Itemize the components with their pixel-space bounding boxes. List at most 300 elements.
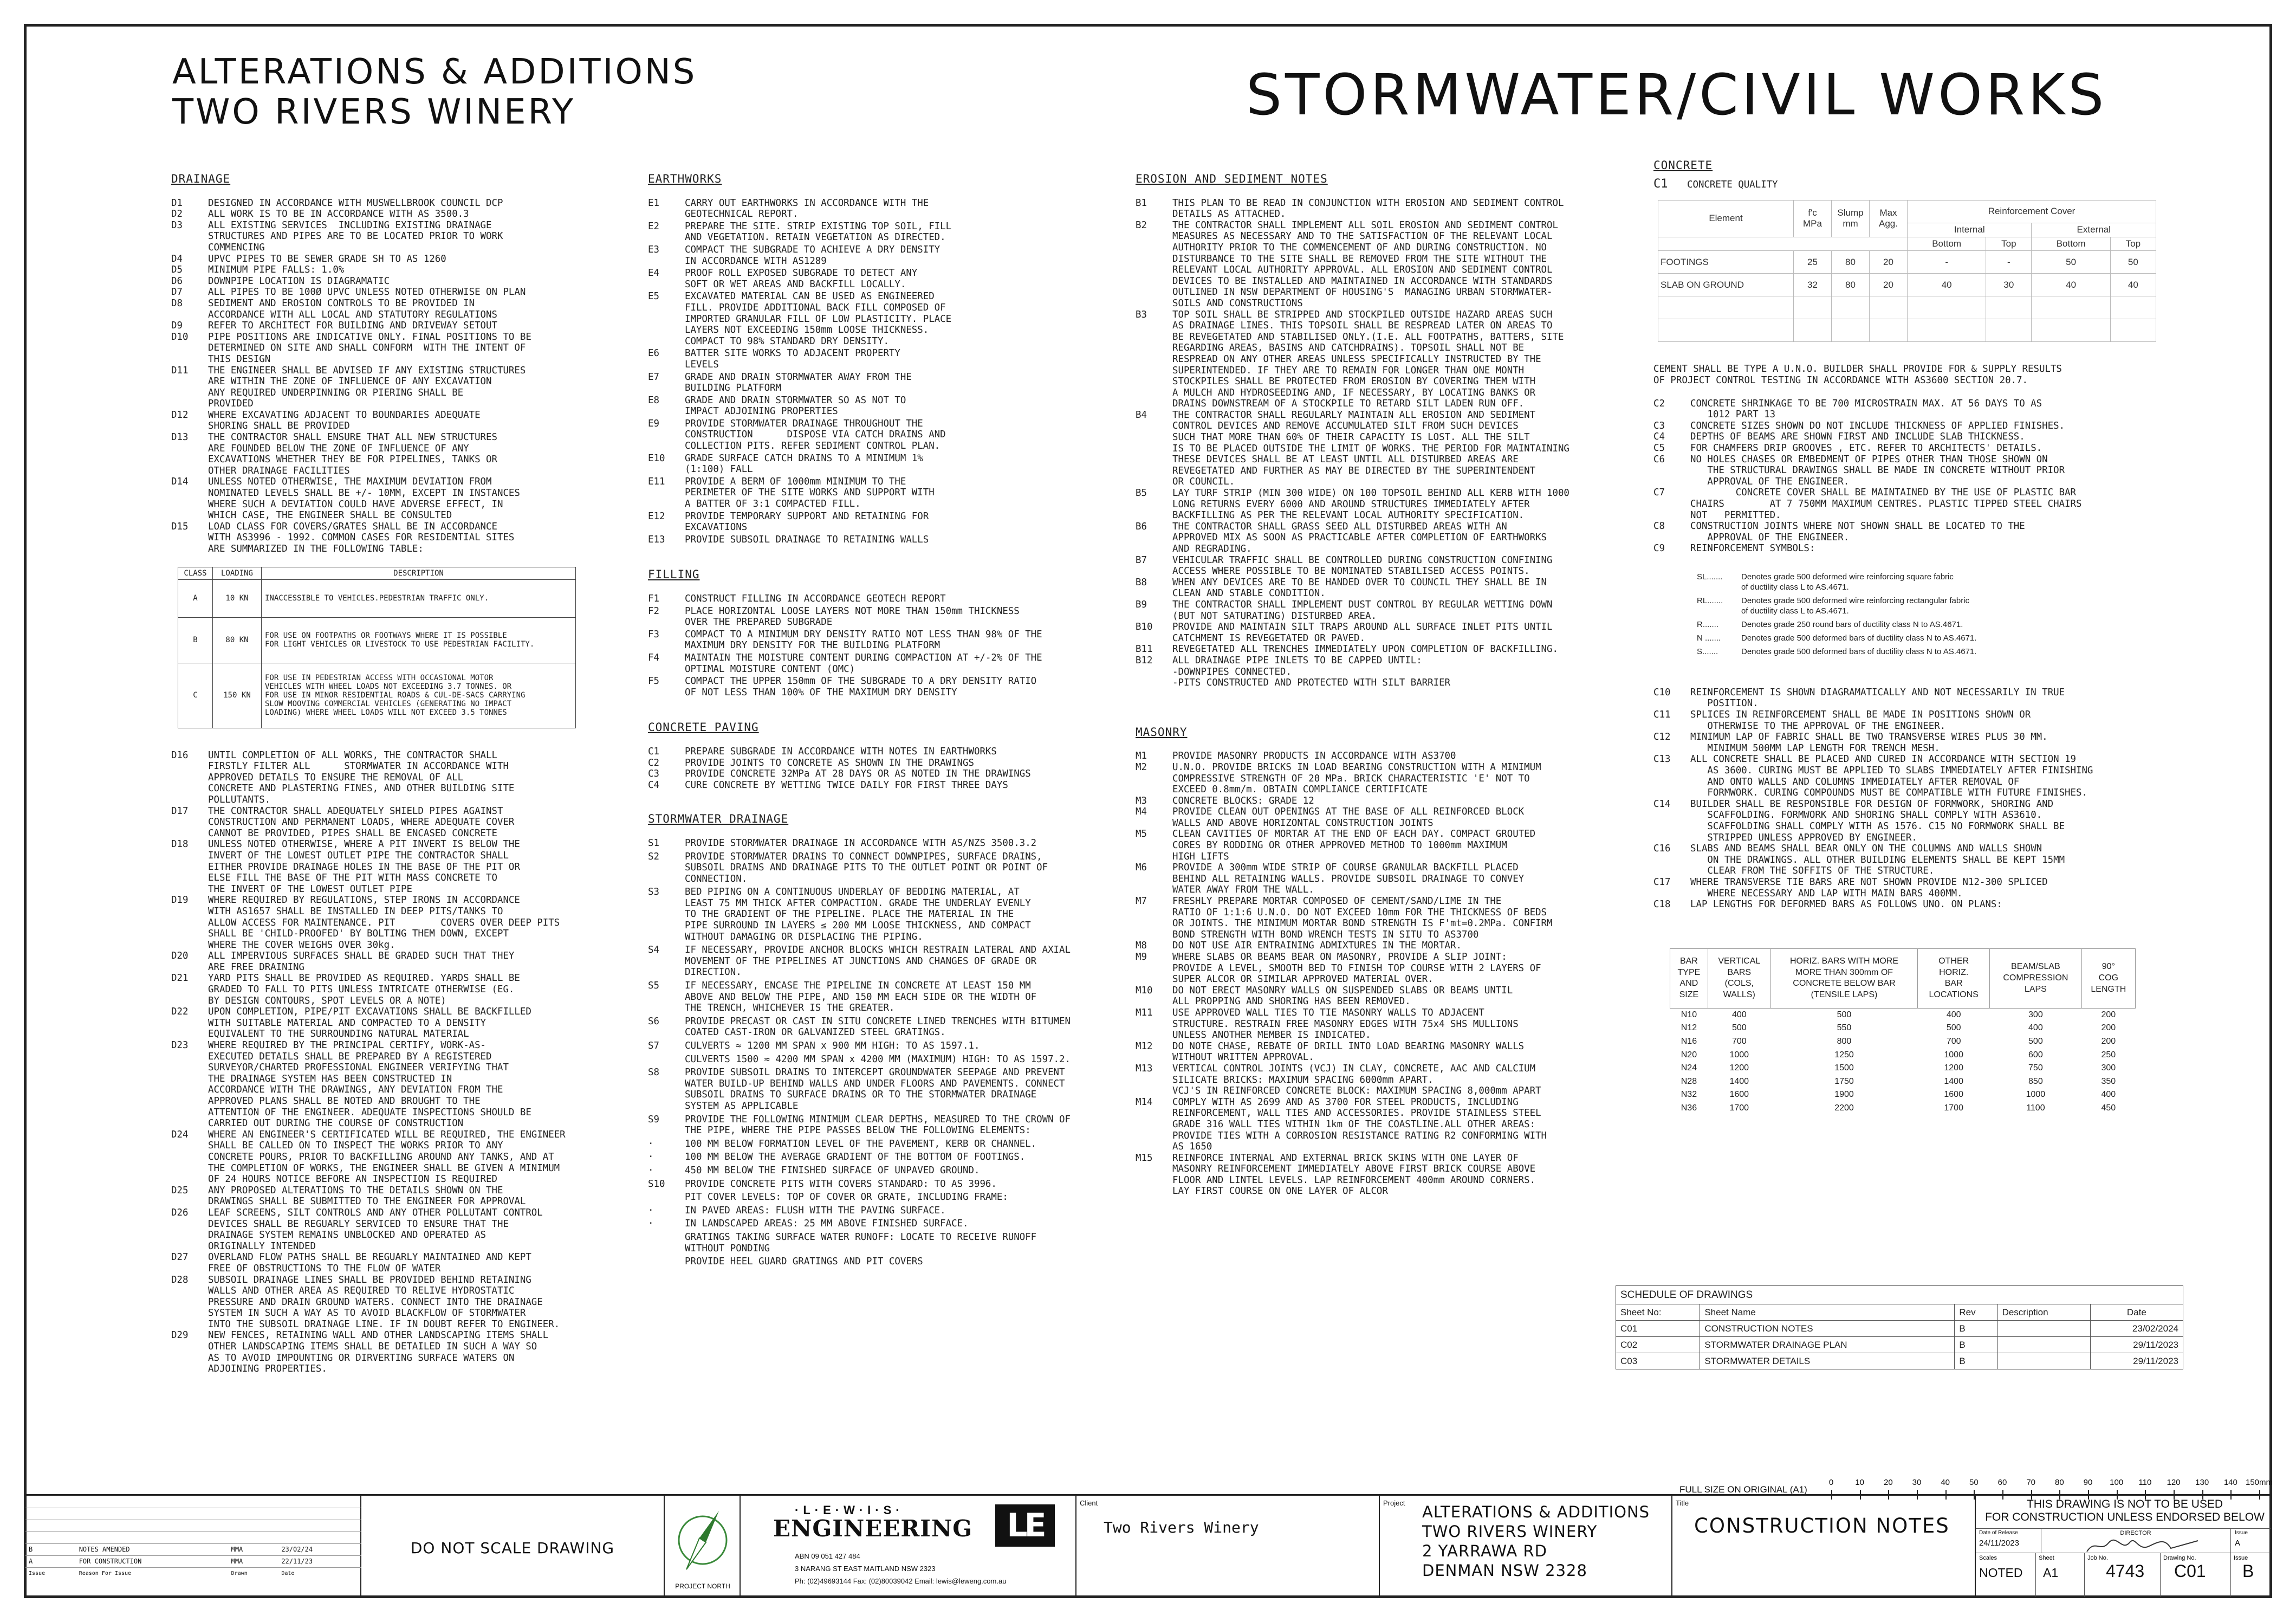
- section-heading-filling: FILLING: [648, 568, 700, 581]
- note-text: SPLICES IN REINFORCEMENT SHALL BE MADE IN POSITIONS SHOWN OR OTHERWISE TO THE APPROVAL OF THE ENGINEER.: [1690, 709, 2031, 732]
- drainage-note: [171, 973, 594, 1006]
- note-text: DESIGNED IN ACCORDANCE WITH MUSWELLBROOK COUNCIL DCP: [208, 197, 503, 209]
- table-cell: 1600: [1729, 1090, 1749, 1100]
- note-text: 450 MM BELOW THE FINISHED SURFACE OF UNPAVED GROUND.: [685, 1165, 980, 1176]
- reinforcement-symbols: [1697, 572, 2211, 657]
- note-code: F4: [648, 652, 659, 663]
- paving-note: [648, 758, 1098, 769]
- scale-bar: FULL SIZE ON ORIGINAL (A1) 0 10 20 30 40 50 60 70 80 90 100 110 120 130 140 150mm: [1679, 1471, 2275, 1504]
- stormwater-note: [648, 1139, 1098, 1150]
- note-code: E3: [648, 244, 659, 255]
- note-code: D6: [171, 275, 183, 287]
- project-address: ALTERATIONS & ADDITIONS TWO RIVERS WINERY 2 YARRAWA RD DENMAN NSW 2328: [1422, 1503, 1650, 1580]
- note-code: D20: [171, 951, 189, 962]
- note-code: D9: [171, 320, 183, 332]
- table-cell: 1100: [2026, 1103, 2045, 1113]
- stormwater-note: [648, 1192, 1098, 1203]
- concrete-note: [1653, 843, 2211, 877]
- note-text: ALL EXISTING SERVICES INCLUDING EXISTING DRAINAGE STRUCTURES AND PIPES ARE TO BE LOCATED PRIOR TO WORK COMMENCING: [208, 219, 503, 253]
- note-text: PIPE POSITIONS ARE INDICATIVE ONLY. FINAL POSITIONS TO BE DETERMINED ON SITE AND SHALL CONFORM WITH THE INTENT OF THIS DESIGN: [208, 331, 531, 365]
- note-code: E5: [648, 291, 659, 302]
- note-code: C4: [648, 779, 659, 791]
- scale-tick-label: 60: [1997, 1478, 2007, 1487]
- table-cell: 2200: [1834, 1103, 1854, 1113]
- scale-tick-label: 70: [2026, 1478, 2035, 1487]
- drainage-note: [171, 1040, 594, 1129]
- table-cell: A: [25, 1555, 76, 1567]
- note-text: PROVIDE A BERM OF 1000mm MINIMUM TO THE PERIMETER OF THE SITE WORKS AND SUPPORT WITH A BATTER OF 3:1 COMPACTED FILL.: [685, 476, 935, 510]
- paving-note: [648, 746, 1098, 758]
- stormwater-note: [648, 1152, 1098, 1163]
- stormwater-note: [648, 1041, 1098, 1052]
- note-code: B4: [1136, 409, 1147, 421]
- note-code: B1: [1136, 197, 1147, 209]
- note-code: B9: [1136, 599, 1147, 610]
- note-code: E10: [648, 453, 665, 464]
- note-code: D29: [171, 1330, 189, 1341]
- table-cell: MMA: [228, 1555, 278, 1567]
- symbol-code: N .......: [1697, 633, 1721, 643]
- drainage-note: [171, 264, 594, 276]
- table-cell: C: [178, 663, 213, 728]
- note-code: C4: [1653, 431, 1665, 443]
- note-text: PROVIDE SUBSOIL DRAINS TO INTERCEPT GROUNDWATER SEEPAGE AND PREVENT WATER BUILD-UP BEHIND WALLS AND UNDER FLOORS AND PAVEMENTS. CONNECT SUBSOIL DRAINS TO SURFACE DRAINS OR TO THE STORMWATER DRAINAGE SYSTEM AS APPLICABLE: [685, 1067, 1065, 1112]
- masonry-note: [1136, 1007, 1612, 1041]
- table-cell: 1000: [2026, 1090, 2046, 1100]
- note-text: PROVIDE CONCRETE 32MPa AT 28 DAYS OR AS NOTED IN THE DRAWINGS: [685, 768, 1031, 780]
- table-cell: 20: [1870, 274, 1908, 296]
- note-text: IF NECESSARY, PROVIDE ANCHOR BLOCKS WHICH RESTRAIN LATERAL AND AXIAL MOVEMENT OF THE PIPELINES AT JUNCTIONS AND CHANGES OF GRADE OR DIRECTION.: [685, 945, 1071, 978]
- symbol-row: [1697, 572, 2211, 592]
- note-code: D28: [171, 1274, 189, 1285]
- table-header: Reason For Issue: [79, 1570, 132, 1576]
- earthworks-note: [648, 453, 1098, 475]
- note-text: BED PIPING ON A CONTINUOUS UNDERLAY OF BEDDING MATERIAL, AT LEAST 75 MM THICK AFTER COMPACTION. GRADE THE UNDERLAY EVENLY TO THE GRADIENT OF THE PIPELINE. PLACE THE MATERIAL IN THE PIPE SURROUND IN LAYERS ≤ 200 MM LOOSE THICKNESS, AND COMPACT WITHOUT DAMAGING OR DISPLACING THE PIPING.: [685, 887, 1031, 942]
- symbol-text: Denotes grade 500 deformed wire reinforcing rectangular fabric of ductility class L to AS.4671.: [1741, 596, 1970, 616]
- release-date: 24/11/2023: [1979, 1539, 2019, 1548]
- table-cell: 1000: [1944, 1050, 1963, 1059]
- erosion-column: [1136, 173, 1612, 1197]
- concrete-note: [1653, 732, 2211, 754]
- note-code: C1: [648, 746, 659, 757]
- drainage-note: [171, 806, 594, 839]
- concrete-note: [1653, 454, 2211, 488]
- table-cell: 500: [1837, 1010, 1852, 1019]
- note-code: C14: [1653, 798, 1671, 810]
- drainage-note: [171, 1006, 594, 1040]
- table-cell: 23/02/24: [278, 1543, 361, 1555]
- do-not-scale-note: DO NOT SCALE DRAWING: [361, 1496, 665, 1598]
- table-cell: STORMWATER DETAILS: [1700, 1353, 1955, 1369]
- table-cell: C01: [1616, 1321, 1700, 1337]
- note-text: SUBSOIL DRAINAGE LINES SHALL BE PROVIDED BEHIND RETAINING WALLS AND OTHER AREA AS REQUIRED TO RELIVE HYDROSTATIC PRESSURE AND DRAIN GROUND WATERS. CONNECT INTO THE DRAINAGE SYSTEM IN SUCH A WAY AS TO AVOID BLACKFLOW OF STORMWATER INTO THE SUBSOIL DRAINAGE LINE. IF IN DOUBT REFER TO ENGINEER.: [208, 1274, 560, 1330]
- table-cell: 200: [2101, 1023, 2116, 1033]
- concrete-quality-table: Element f'c MPa Slump mm Max Agg. Reinforcement Cover Internal External Bottom Top Bottom Top FOOTINGS 25 80 20 - - 50 50 SLAB ON GROUND 32 80 20 40 30 40 40: [1658, 200, 2156, 342]
- section-heading-masonry: MASONRY: [1136, 725, 1188, 739]
- table-cell: 1750: [1834, 1076, 1854, 1086]
- table-cell: 1600: [1944, 1090, 1963, 1100]
- erosion-note: [1136, 309, 1612, 410]
- cement-note: CEMENT SHALL BE TYPE A U.N.O. BUILDER SHALL PROVIDE FOR & SUPPLY RESULTS OF PROJECT CONTROL TESTING IN ACCORDANCE WITH AS3600 SECTION 20.7.: [1653, 364, 2062, 386]
- note-text: UNTIL COMPLETION OF ALL WORKS, THE CONTRACTOR SHALL FIRSTLY FILTER ALL STORMWATER IN ACCORDANCE WITH APPROVED DETAILS TO ENSURE THE REMOVAL OF ALL CONCRETE AND PLASTERING FINES, AND OTHER BUILDING SITE POLLUTANTS.: [208, 749, 515, 805]
- table-cell: 1250: [1834, 1050, 1854, 1059]
- concrete-note: [1653, 709, 2211, 732]
- note-code: M11: [1136, 1007, 1153, 1018]
- note-text: DO NOT ERECT MASONRY WALLS ON SUSPENDED SLABS OR BEAMS UNTIL ALL PROPPING AND SHORING HAS BEEN REMOVED.: [1172, 985, 1513, 1007]
- table-cell: 1200: [1944, 1063, 1963, 1073]
- masonry-note: [1136, 1041, 1612, 1063]
- note-code: C5: [1653, 442, 1665, 454]
- note-code: M9: [1136, 952, 1147, 962]
- table-cell: [1997, 1321, 2090, 1337]
- note-text: GRADE SURFACE CATCH DRAINS TO A MINIMUM 1% (1:100) FALL: [685, 453, 923, 475]
- table-cell: 850: [2028, 1076, 2043, 1086]
- note-code: B8: [1136, 577, 1147, 588]
- stormwater-note: [648, 1232, 1098, 1254]
- note-code: D11: [171, 365, 189, 376]
- drainage-note: [171, 320, 594, 332]
- symbol-row: [1697, 596, 2211, 616]
- table-cell: 30: [1986, 274, 2032, 296]
- table-cell: 500: [1731, 1023, 1747, 1033]
- table-header: Rev: [1955, 1304, 1997, 1321]
- note-text: THE ENGINEER SHALL BE ADVISED IF ANY EXISTING STRUCTURES ARE WITHIN THE ZONE OF INFLUENCE OF ANY EXCAVATION ANY REQUIRED UNDERPINNING OR PIERING SHALL BE PROVIDED: [208, 365, 526, 410]
- note-code: B7: [1136, 554, 1147, 566]
- table-header: Date: [2090, 1304, 2183, 1321]
- note-text: LAP LENGTHS FOR DEFORMED BARS AS FOLLOWS UNO. ON PLANS:: [1690, 899, 2002, 910]
- note-text: CONSTRUCTION JOINTS WHERE NOT SHOWN SHALL BE LOCATED TO THE APPROVAL OF THE ENGINEER.: [1690, 521, 2025, 543]
- note-text: CULVERTS 1500 ≈ 4200 MM SPAN x 4200 MM (MAXIMUM) HIGH: TO AS 1597.2.: [685, 1054, 1071, 1065]
- table-cell: N28: [1681, 1076, 1697, 1086]
- concrete-note: [1653, 443, 2211, 454]
- table-row: [178, 663, 576, 728]
- note-text: PROVIDE JOINTS TO CONCRETE AS SHOWN IN THE DRAWINGS: [685, 757, 974, 768]
- north-arrow-panel: PROJECT NORTH: [665, 1496, 741, 1598]
- table-header: Issue: [29, 1570, 46, 1576]
- note-code: M8: [1136, 940, 1147, 952]
- note-text: THE CONTRACTOR SHALL GRASS SEED ALL DISTURBED AREAS WITH AN APPROVED MIX AS SOON AS PRACTICABLE AFTER COMPLETION OF EARTHWORKS AND REGRADING.: [1172, 521, 1547, 554]
- note-text: U.N.O. PROVIDE BRICKS IN LOAD BEARING CONSTRUCTION WITH A MINIMUM COMPRESSIVE STRENGTH OF 20 MPa. BRICK CHARACTERISTIC 'E' NOT TO EXCEED 0.8mm/m. OBTAIN COMPLIANCE CERTIFICATE: [1172, 761, 1541, 796]
- note-code: M6: [1136, 862, 1147, 874]
- stormwater-note: [648, 1165, 1098, 1177]
- concrete-note: [1653, 899, 2211, 910]
- load-class-table: [178, 567, 576, 728]
- symbol-text: Denotes grade 500 deformed bars of ductility class N to AS.4671.: [1741, 647, 1977, 656]
- note-code: S8: [648, 1067, 659, 1078]
- client-panel: Client Two Rivers Winery: [1076, 1496, 1380, 1598]
- note-text: CARRY OUT EARTHWORKS IN ACCORDANCE WITH THE GEOTECHNICAL REPORT.: [685, 197, 929, 220]
- concrete-column: [1653, 160, 2211, 1115]
- note-text: CONCRETE SIZES SHOWN DO NOT INCLUDE THICKNESS OF APPLIED FINISHES.: [1690, 420, 2065, 431]
- revision-table: [25, 1496, 361, 1598]
- filling-note: [648, 593, 1098, 605]
- table-header: Date: [281, 1570, 295, 1576]
- concrete-note: [1653, 521, 2211, 543]
- note-text: THE CONTRACTOR SHALL REGULARLY MAINTAIN ALL EROSION AND SEDIMENT CONTROL DEVICES AND REMOVE ACCUMULATED SILT FROM SUCH DEVICES SUCH THAT MORE THAN 60% OF THEIR CAPACITY IS LOST. ALL THE SILT IS TO BE PLACED OUTSIDE THE LIMIT OF WORKS. THE PERIOD FOR MAINTAINING THESE DEVICES SHALL BE AT LEAST UNTIL ALL DISTURBED AREAS ARE REVEGETATED AND FURTHER AS MAY BE DIRECTED BY THE SUPERINTENDENT OR COUNCIL.: [1172, 409, 1569, 488]
- stormwater-note: [648, 1218, 1098, 1230]
- note-code: S7: [648, 1041, 659, 1051]
- table-header: BEAM/SLAB COMPRESSION LAPS: [1990, 948, 2082, 1008]
- sheet-title: STORMWATER/CIVIL WORKS: [1246, 62, 2107, 128]
- concrete-note: [1653, 421, 2211, 432]
- drainage-note: [171, 521, 594, 555]
- concrete-note: [1653, 754, 2211, 798]
- note-text: WHERE AN ENGINEER'S CERTIFICATED WILL BE REQUIRED, THE ENGINEER SHALL BE CALLED ON TO INSPECT THE WORKS PRIOR TO ANY CONCRETE POURS, PRIOR TO BACKFILLING AROUND ANY TANKS, AND AT THE COMPLETION OF WORKS, THE ENGINEER SHALL BE GIVEN A MINIMUM OF 24 HOURS NOTICE BEFORE AN INSPECTION IS REQUIRED: [208, 1129, 566, 1185]
- table-cell: 500: [2028, 1036, 2043, 1046]
- note-text: CULVERTS ≈ 1200 MM SPAN x 900 MM HIGH: TO AS 1597.1.: [685, 1041, 980, 1051]
- note-code: F5: [648, 676, 659, 687]
- note-text: LAY TURF STRIP (MIN 300 WIDE) ON 100 TOPSOIL BEHIND ALL KERB WITH 1000 LONG RETURNS EVERY 6000 AND AROUND STRUCTURES IMMEDIATELY AFTER BACKFILLING AS PER THE RELEVANT LOCAL AUTHORITY SPECIFICATION.: [1172, 488, 1569, 521]
- table-cell: 400: [1946, 1010, 1961, 1019]
- note-code: E1: [648, 197, 659, 209]
- table-cell: MMA: [228, 1543, 278, 1555]
- stormwater-note: [648, 980, 1098, 1014]
- note-code: [648, 1232, 685, 1254]
- sheet-size: A1: [2043, 1566, 2059, 1580]
- note-text: THE CONTRACTOR SHALL ENSURE THAT ALL NEW STRUCTURES ARE FOUNDED BELOW THE ZONE OF INFLUENCE OF ANY EXCAVATIONS WHETHER THEY BE FOR PIPELINES, TANKS OR OTHER DRAINAGE FACILITIES: [208, 432, 497, 476]
- note-code: D22: [171, 1006, 189, 1018]
- scale-tick-label: 140: [2223, 1478, 2237, 1487]
- note-text: ALL PIPES TO BE 100Ø UPVC UNLESS NOTED OTHERWISE ON PLAN: [208, 287, 526, 298]
- scale-tick-label: 90: [2083, 1478, 2093, 1487]
- note-code: S1: [648, 837, 659, 849]
- table-cell: 250: [2101, 1050, 2116, 1059]
- drainage-note: [171, 1185, 594, 1207]
- note-text: LEAF SCREENS, SILT CONTROLS AND ANY OTHER POLLUTANT CONTROL DEVICES SHALL BE REGUARLY SERVICED TO ENSURE THAT THE DRAINAGE SYSTEM REMAINS UNBLOCKED AND OPERATED AS ORIGINALLY INTENDED: [208, 1207, 543, 1252]
- note-code: E7: [648, 371, 659, 383]
- note-code: ·: [648, 1138, 654, 1149]
- scale-tick-label: 40: [1941, 1478, 1950, 1487]
- note-text: DO NOTE CHASE, REBATE OF DRILL INTO LOAD BEARING MASONRY WALLS WITHOUT WRITTEN APPROVAL.: [1172, 1041, 1525, 1063]
- table-cell: 700: [1731, 1036, 1747, 1046]
- note-code: M14: [1136, 1096, 1153, 1108]
- table-cell: [1997, 1337, 2090, 1353]
- concrete-note: [1653, 799, 2211, 843]
- note-text: SEDIMENT AND EROSION CONTROLS TO BE PROVIDED IN ACCORDANCE WITH ALL LOCAL AND STATUTORY REGULATIONS: [208, 298, 497, 320]
- masonry-note: [1136, 796, 1612, 807]
- scale-tick-label: 50: [1969, 1478, 1979, 1487]
- earthworks-note: [648, 348, 1098, 370]
- note-code: S4: [648, 945, 659, 956]
- table-cell: FOR USE ON FOOTPATHS OR FOOTWAYS WHERE IT IS POSSIBLE FOR LIGHT VEHICLES OR LIVESTOCK TO USE PEDESTRIAN FACILITY.: [262, 617, 576, 663]
- company-panel: ·L·E·W·I·S· ENGINEERING LE ABN 09 051 427 484 3 NARANG ST EAST MAITLAND NSW 2323 Ph: (02)49693144 Fax: (02)80039042 Email: lewis@leweng.com.au: [741, 1496, 1076, 1598]
- note-code: S2: [648, 851, 659, 862]
- note-text: EXCAVATED MATERIAL CAN BE USED AS ENGINEERED FILL. PROVIDE ADDITIONAL BACK FILL COMPOSED OF IMPORTED GRANULAR FILL OF LOW PLASTICITY. PLACE LAYERS NOT EXCEEDING 150mm LOOSE THICKNESS. COMPACT TO 98% STANDARD DRY DENSITY.: [685, 291, 952, 347]
- note-code: D18: [171, 839, 189, 850]
- note-code: C6: [1653, 454, 1665, 465]
- table-row: [1616, 1321, 2183, 1337]
- table-cell: 400: [1731, 1010, 1747, 1019]
- drainage-note: [171, 220, 594, 254]
- table-cell: 80: [1832, 251, 1870, 274]
- masonry-note: [1136, 862, 1612, 896]
- erosion-note: [1136, 198, 1612, 220]
- section-heading-drainage: DRAINAGE: [171, 172, 231, 185]
- note-text: UNLESS NOTED OTHERWISE, WHERE A PIT INVERT IS BELOW THE INVERT OF THE LOWEST OUTLET PIPE THE CONTRACTOR SHALL EITHER PROVIDE DRAINAGE HOLES IN THE BASE OF THE PIT OR ELSE FILL THE BASE OF THE PIT WITH MASS CONCRETE TO THE INVERT OF THE LOWEST OUTLET PIPE: [208, 839, 520, 895]
- note-code: M5: [1136, 829, 1147, 840]
- section-heading-concrete: CONCRETE: [1653, 159, 1713, 172]
- drawing-number: C01: [2174, 1561, 2206, 1581]
- note-code: M15: [1136, 1152, 1153, 1164]
- erosion-note: [1136, 599, 1612, 622]
- note-code: D13: [171, 432, 189, 443]
- table-cell: 1900: [1834, 1090, 1854, 1100]
- drainage-note: [171, 895, 594, 951]
- concrete-quality-label: C1 CONCRETE QUALITY: [1653, 177, 1778, 191]
- note-code: ·: [648, 1152, 654, 1163]
- earthworks-note: [648, 198, 1098, 220]
- table-row: [25, 1555, 361, 1567]
- client-name: Two Rivers Winery: [1104, 1518, 1259, 1536]
- table-cell: B: [1955, 1337, 1997, 1353]
- note-code: M12: [1136, 1041, 1153, 1052]
- table-row: [25, 1543, 361, 1555]
- filling-note: [648, 676, 1098, 698]
- note-code: B2: [1136, 219, 1147, 231]
- earthworks-note: [648, 268, 1098, 290]
- table-cell: B: [25, 1543, 76, 1555]
- erosion-note: [1136, 220, 1612, 309]
- table-row: [1658, 251, 2156, 274]
- table-cell: INACCESSIBLE TO VEHICLES.PEDESTRIAN TRAFFIC ONLY.: [262, 579, 576, 617]
- note-code: D7: [171, 287, 183, 298]
- note-code: F3: [648, 629, 659, 640]
- table-row: [1670, 1022, 2136, 1035]
- note-text: ALL WORK IS TO BE IN ACCORDANCE WITH AS 3500.3: [208, 209, 469, 220]
- note-text: IF NECESSARY, ENCASE THE PIPELINE IN CONCRETE AT LEAST 150 MM ABOVE AND BELOW THE PIPE, AND 150 MM EACH SIDE OR THE WIDTH OF THE TRENCH, WHICHEVER IS THE GREATER.: [685, 980, 1037, 1014]
- note-text: ANY PROPOSED ALTERATIONS TO THE DETAILS SHOWN ON THE DRAWINGS SHALL BE SUBMITTED TO THE ENGINEER FOR APPROVAL: [208, 1185, 526, 1207]
- concrete-note: [1653, 877, 2211, 899]
- note-code: S6: [648, 1016, 659, 1027]
- symbol-row: [1697, 633, 2211, 643]
- note-text: PROVIDE A 300mm WIDE STRIP OF COURSE GRANULAR BACKFILL PLACED BEHIND ALL RETAINING WALLS. PROVIDE SUBSOIL DRAINAGE TO CONVEY WATER AWAY FROM THE WALL.: [1172, 862, 1525, 896]
- symbol-row: [1697, 619, 2211, 630]
- lap-length-table: [1670, 948, 2136, 1115]
- note-code: E13: [648, 534, 665, 545]
- note-text: THIS PLAN TO BE READ IN CONJUNCTION WITH EROSION AND SEDIMENT CONTROL DETAILS AS ATTACHED.: [1172, 197, 1564, 220]
- drawing-title-panel: Title CONSTRUCTION NOTES: [1672, 1496, 1976, 1598]
- note-code: ·: [648, 1205, 654, 1216]
- drainage-note: [171, 365, 594, 410]
- drainage-note: [171, 254, 594, 265]
- table-cell: 1200: [1729, 1063, 1749, 1073]
- table-cell: 550: [1837, 1023, 1852, 1033]
- note-text: PLACE HORIZONTAL LOOSE LAYERS NOT MORE THAN 150mm THICKNESS OVER THE PREPARED SUBGRADE: [685, 605, 1020, 628]
- note-text: GRADE AND DRAIN STORMWATER SO AS NOT TO IMPACT ADJOINING PROPERTIES: [685, 395, 906, 417]
- note-text: WHERE TRANSVERSE TIE BARS ARE NOT SHOWN PROVIDE N12-300 SPLICED WHERE NECESSARY AND LAP WITH MAIN BARS 400MM.: [1690, 876, 2048, 899]
- note-text: THE CONTRACTOR SHALL ADEQUATELY SHIELD PIPES AGAINST CONSTRUCTION AND PERMANENT LOADS, WHERE ADEQUATE COVER CANNOT BE PROVIDED, PIPES SHALL BE ENCASED CONCRETE: [208, 805, 515, 839]
- table-header: Drawn: [231, 1570, 248, 1576]
- note-code: F1: [648, 593, 659, 604]
- note-text: FOR CHAMFERS DRIP GROOVES , ETC. REFER TO ARCHITECTS' DETAILS.: [1690, 442, 2042, 454]
- note-text: GRADE AND DRAIN STORMWATER AWAY FROM THE BUILDING PLATFORM: [685, 371, 912, 394]
- note-code: B3: [1136, 309, 1147, 320]
- erosion-note: [1136, 410, 1612, 488]
- note-text: CONSTRUCT FILLING IN ACCORDANCE GEOTECH REPORT: [685, 593, 946, 604]
- drainage-note: [171, 476, 594, 521]
- note-text: PROVIDE STORMWATER DRAINS TO CONNECT DOWNPIPES, SURFACE DRAINS, SUBSOIL DRAINS AND DRAINAGE PITS TO THE OUTLET POINT OR POINT OF CONNECTION.: [685, 851, 1048, 884]
- table-cell: -: [1908, 251, 1986, 274]
- note-text: ALL CONCRETE SHALL BE PLACED AND CURED IN ACCORDANCE WITH SECTION 19 AS 3600. CURING MUST BE APPLIED TO SLABS IMMEDIATELY AFTER FINISHING AND ONTO WALLS AND COLUMNS IMMEDIATELY AFTER REMOVAL OF FORMWORK. CURING COMPOUNDS MUST BE COMPATIBLE WITH FUTURE FINISHES.: [1690, 754, 2093, 799]
- note-code: D23: [171, 1040, 189, 1051]
- table-cell: N20: [1681, 1050, 1697, 1059]
- note-text: UNLESS NOTED OTHERWISE, THE MAXIMUM DEVIATION FROM NOMINATED LEVELS SHALL BE +/- 10MM, EXCEPT IN INSTANCES WHERE SUCH A DEVIATION COULD HAVE ADVERSE EFFECT, IN WHICH CASE, THE ENGINEER SHALL BE CONSULTED: [208, 476, 520, 521]
- note-code: B11: [1136, 644, 1153, 655]
- note-text: VERTICAL CONTROL JOINTS (VCJ) IN CLAY, CONCRETE, AAC AND CALCIUM SILICATE BRICKS: MAXIMUM SPACING 6000mm APART. VCJ'S IN REINFORCED CONCRETE BLOCK: MAXIMUM SPACING 8,000mm APART: [1172, 1063, 1541, 1097]
- earthworks-column: [648, 173, 1098, 1270]
- table-row: [1670, 1035, 2136, 1049]
- drainage-note: [171, 410, 594, 432]
- table-cell: B: [178, 617, 213, 663]
- earthworks-note: [648, 291, 1098, 347]
- scale-value: NOTED: [1979, 1566, 2023, 1580]
- earthworks-note: [648, 221, 1098, 243]
- symbol-code: S.......: [1697, 647, 1718, 656]
- table-cell: 450: [2101, 1103, 2116, 1113]
- note-code: C13: [1653, 754, 1671, 765]
- concrete-note: [1653, 398, 2211, 421]
- drainage-note: [171, 1330, 594, 1374]
- note-text: UPVC PIPES TO BE SEWER GRADE SH TO AS 1260: [208, 253, 446, 264]
- note-text: LOAD CLASS FOR COVERS/GRATES SHALL BE IN ACCORDANCE WITH AS3996 - 1992. COMMON CASES FOR RESIDENTIAL SITES ARE SUMMARIZED IN THE FOLLOWING TABLE:: [208, 521, 515, 554]
- note-text: SLABS AND BEAMS SHALL BEAR ONLY ON THE COLUMNS AND WALLS SHOWN ON THE DRAWINGS. ALL OTHER BUILDING ELEMENTS SHALL BE KEPT 15MM CLEAR FROM THE SOFFITS OF THE STRUCTURE.: [1690, 843, 2065, 877]
- filling-notes: [648, 593, 1098, 698]
- concrete-note: [1653, 543, 2211, 554]
- note-code: M13: [1136, 1063, 1153, 1074]
- note-code: [648, 1192, 685, 1203]
- section-heading-erosion: EROSION AND SEDIMENT NOTES: [1136, 172, 1328, 185]
- drainage-note: [171, 839, 594, 895]
- table-cell: 500: [1946, 1023, 1961, 1033]
- note-code: S5: [648, 980, 659, 992]
- note-text: REINFORCEMENT IS SHOWN DIAGRAMATICALLY AND NOT NECESSARILY IN TRUE POSITION.: [1690, 687, 2065, 709]
- note-code: ·: [648, 1165, 654, 1176]
- drawing-title: CONSTRUCTION NOTES: [1694, 1514, 1950, 1537]
- drainage-notes: [171, 198, 594, 555]
- table-row: [1670, 1102, 2136, 1115]
- earthworks-note: [648, 534, 1098, 546]
- masonry-note: [1136, 1097, 1612, 1153]
- note-code: E6: [648, 348, 659, 359]
- masonry-note: [1136, 829, 1612, 862]
- table-cell: 22/11/23: [278, 1555, 361, 1567]
- note-text: DO NOT USE AIR ENTRAINING ADMIXTURES IN THE MORTAR.: [1172, 940, 1462, 952]
- paving-note: [648, 768, 1098, 780]
- job-number: 4743: [2106, 1561, 2145, 1581]
- stormwater-note: [648, 851, 1098, 885]
- table-cell: -: [1986, 251, 2032, 274]
- stormwater-note: [648, 1114, 1098, 1136]
- drainage-note: [171, 1252, 594, 1274]
- table-row: [1670, 1075, 2136, 1089]
- concrete-paving-notes: [648, 746, 1098, 791]
- note-code: E2: [648, 221, 659, 232]
- stormwater-note: [648, 1179, 1098, 1190]
- note-code: E8: [648, 395, 659, 406]
- table-row: [1616, 1337, 2183, 1353]
- note-code: C3: [1653, 420, 1665, 431]
- erosion-note: [1136, 521, 1612, 555]
- erosion-note: [1136, 555, 1612, 577]
- table-row: [1670, 1062, 2136, 1075]
- table-cell: 32: [1794, 274, 1832, 296]
- table-row: [1616, 1353, 2183, 1369]
- title-block: [24, 1494, 2272, 1598]
- note-text: PREPARE SUBGRADE IN ACCORDANCE WITH NOTES IN EARTHWORKS: [685, 746, 997, 757]
- note-text: REINFORCE INTERNAL AND EXTERNAL BRICK SKINS WITH ONE LAYER OF MASONRY REINFORCEMENT IMMEDIATELY ABOVE FIRST BRICK COURSE ABOVE FLOOR AND LINTEL LEVELS. LAP REINFORCEMENT 400mm AROUND CORNERS. LAY FIRST COURSE ON ONE LAYER OF ALCOR: [1172, 1152, 1536, 1197]
- note-code: E9: [648, 418, 659, 429]
- note-code: D27: [171, 1252, 189, 1263]
